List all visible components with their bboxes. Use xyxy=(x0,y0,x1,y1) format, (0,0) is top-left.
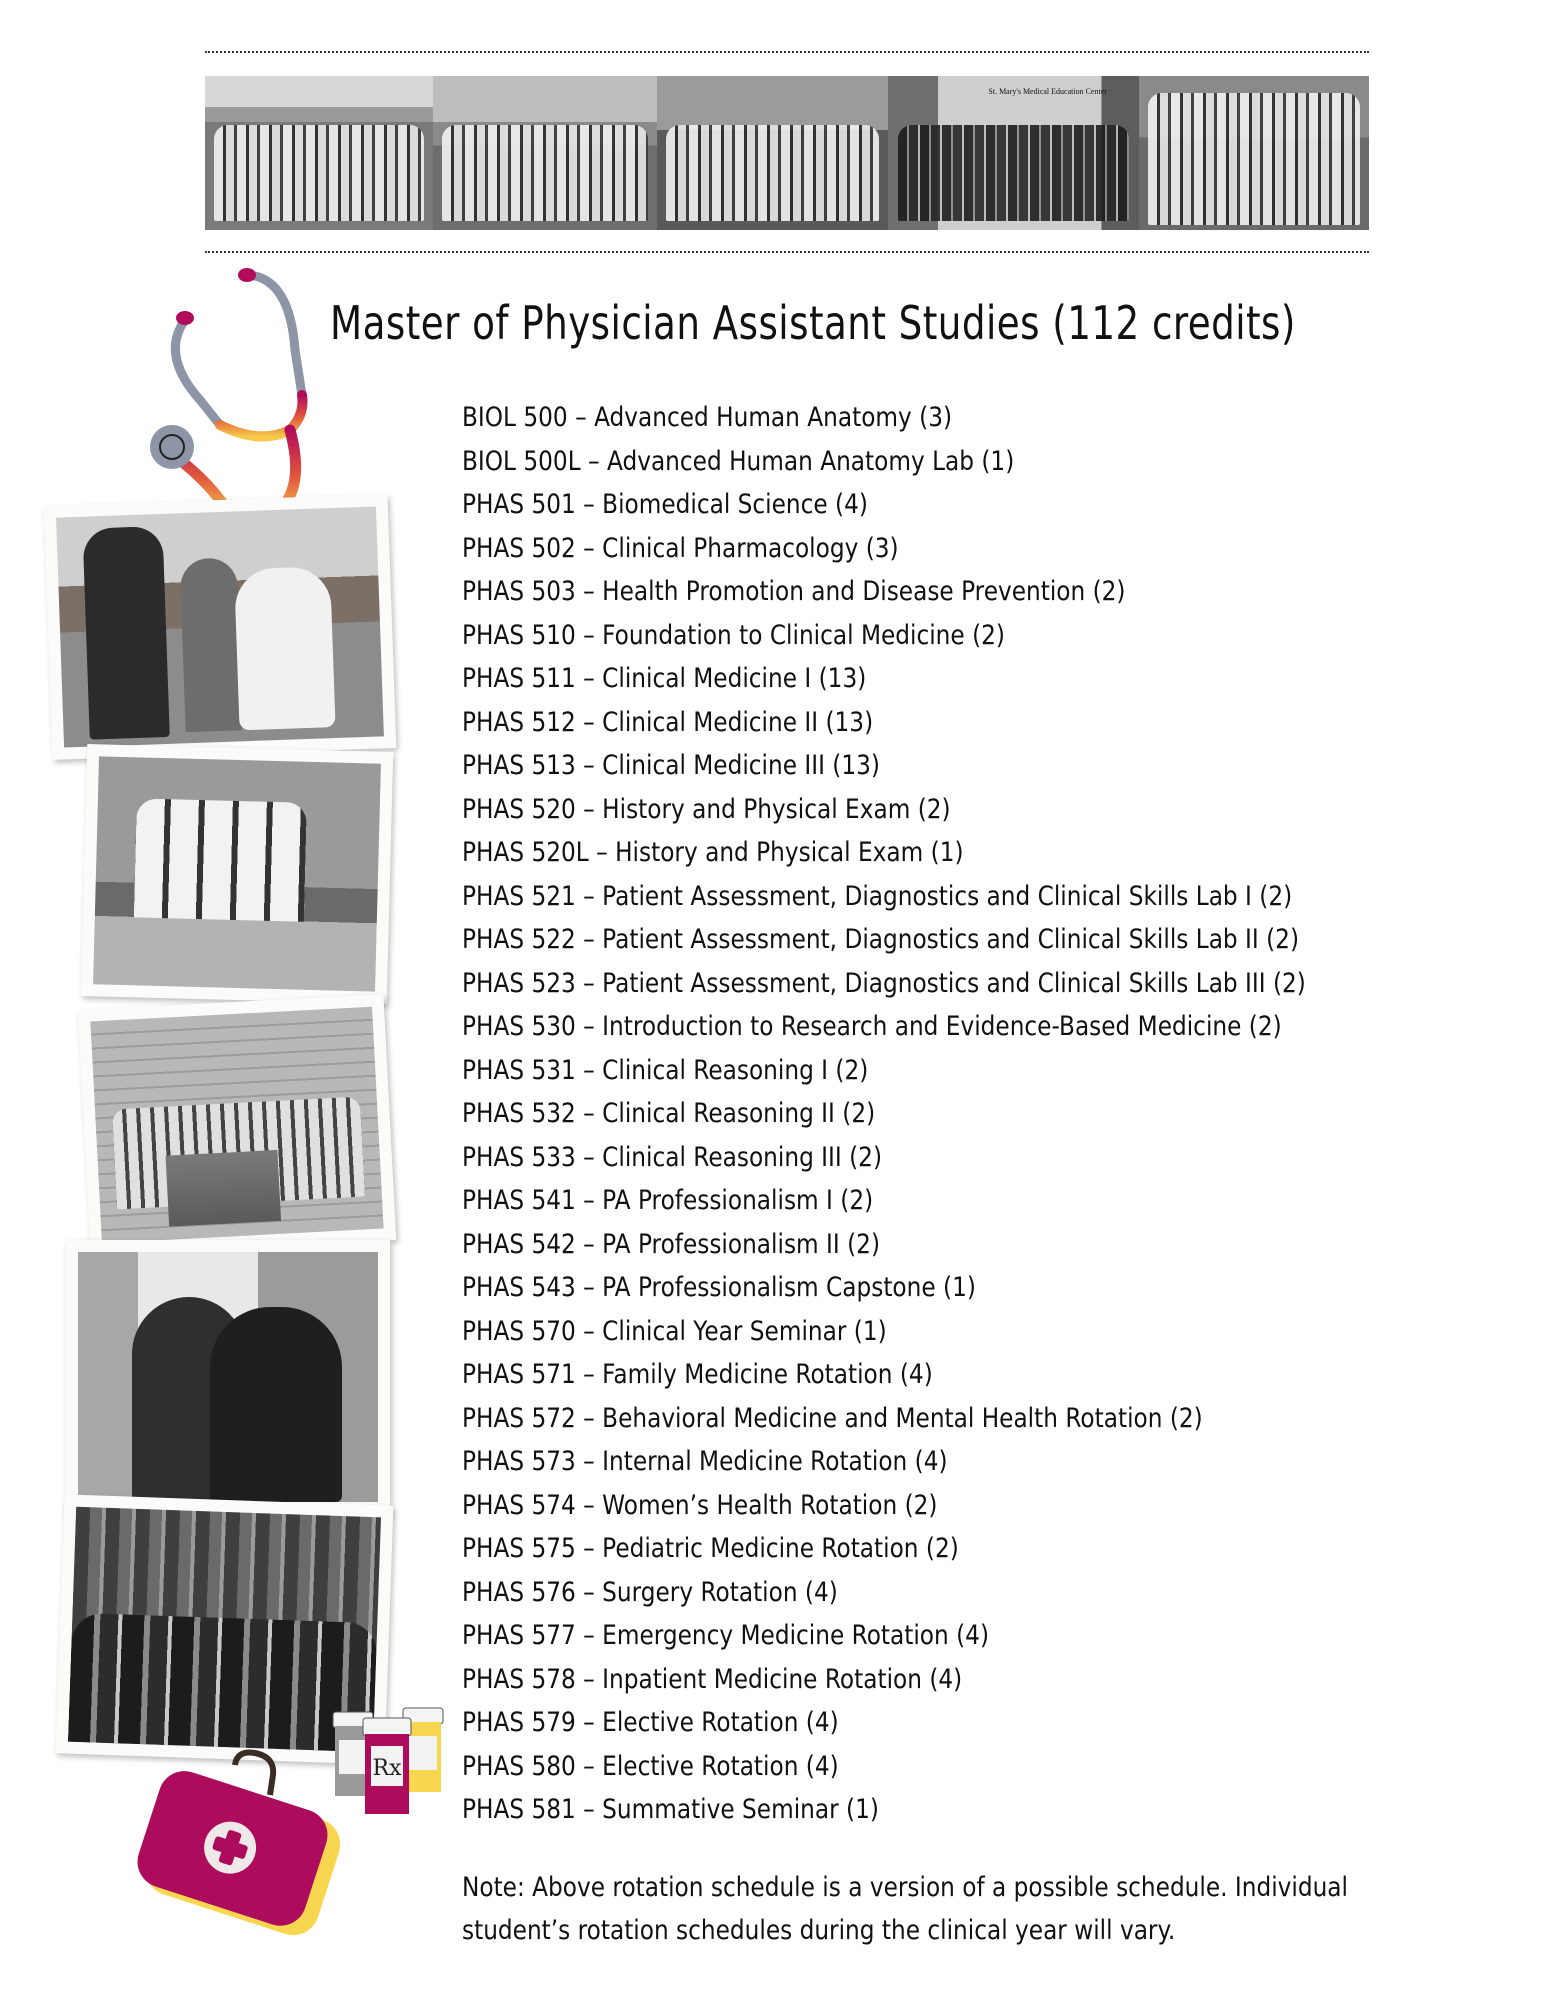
banner-photo-3 xyxy=(657,76,888,230)
course-list xyxy=(462,396,1443,1832)
course-item: BIOL 500L – Advanced Human Anatomy Lab (1) xyxy=(462,445,1015,477)
course-item: PHAS 510 – Foundation to Clinical Medicine (2) xyxy=(462,619,1005,651)
course-item: PHAS 521 – Patient Assessment, Diagnostics and Clinical Skills Lab I (2) xyxy=(462,880,1293,912)
course-item: PHAS 501 – Biomedical Science (4) xyxy=(462,489,868,520)
page-title: Master of Physician Assistant Studies (112 credits) xyxy=(330,296,1296,350)
side-photo-pride-flag xyxy=(78,994,396,1256)
course-item: BIOL 500 – Advanced Human Anatomy (3) xyxy=(462,402,953,433)
header-photo-banner xyxy=(205,76,1369,230)
course-item: PHAS 541 – PA Professionalism I (2) xyxy=(462,1185,874,1216)
course-item: PHAS 513 – Clinical Medicine III (13) xyxy=(462,750,880,781)
course-item: PHAS 530 – Introduction to Research and Evidence-Based Medicine (2) xyxy=(462,1011,1282,1042)
course-item: PHAS 576 – Surgery Rotation (4) xyxy=(462,1576,838,1608)
course-item: PHAS 520L – History and Physical Exam (1) xyxy=(462,837,964,868)
course-item: PHAS 533 – Clinical Reasoning III (2) xyxy=(462,1141,883,1173)
course-item: PHAS 578 – Inpatient Medicine Rotation (4) xyxy=(462,1663,963,1695)
banner-photo-1 xyxy=(205,76,433,230)
bottom-dotted-divider xyxy=(205,251,1369,253)
course-item: PHAS 532 – Clinical Reasoning II (2) xyxy=(462,1098,876,1129)
side-photo-kitchen xyxy=(81,744,393,1004)
side-photo-pinning xyxy=(44,494,397,760)
course-item: PHAS 522 – Patient Assessment, Diagnostics and Clinical Skills Lab II (2) xyxy=(462,924,1300,955)
banner-photo-2 xyxy=(433,76,657,230)
course-item: PHAS 579 – Elective Rotation (4) xyxy=(462,1707,839,1738)
banner-photo-4 xyxy=(888,76,1139,230)
course-item: PHAS 571 – Family Medicine Rotation (4) xyxy=(462,1359,933,1390)
course-item: PHAS 523 – Patient Assessment, Diagnostics and Clinical Skills Lab III (2) xyxy=(462,967,1306,999)
stethoscope-icon xyxy=(140,255,340,535)
banner-photo-5 xyxy=(1139,76,1369,230)
course-item: PHAS 572 – Behavioral Medicine and Mental Health Rotation (2) xyxy=(462,1402,1203,1434)
course-item: PHAS 574 – Women’s Health Rotation (2) xyxy=(462,1489,938,1521)
top-dotted-divider xyxy=(205,51,1369,53)
svg-text:Rx: Rx xyxy=(372,1756,402,1781)
course-item: PHAS 543 – PA Professionalism Capstone (1) xyxy=(462,1272,976,1303)
course-item: PHAS 580 – Elective Rotation (4) xyxy=(462,1750,839,1782)
medical-kit-icon xyxy=(125,1745,345,1960)
side-photo-otoscope-exam xyxy=(66,1240,390,1514)
course-item: PHAS 570 – Clinical Year Seminar (1) xyxy=(462,1315,887,1347)
course-item: PHAS 575 – Pediatric Medicine Rotation (2) xyxy=(462,1533,959,1564)
course-item: PHAS 577 – Emergency Medicine Rotation (4) xyxy=(462,1620,990,1651)
course-item: PHAS 573 – Internal Medicine Rotation (4) xyxy=(462,1446,948,1477)
course-item: PHAS 503 – Health Promotion and Disease Prevention (2) xyxy=(462,576,1126,607)
course-item: PHAS 542 – PA Professionalism II (2) xyxy=(462,1228,881,1260)
schedule-note: Note: Above rotation schedule is a version of a possible schedule. Individual student’s rotation schedules during the clinical year will vary. xyxy=(462,1872,1348,1946)
course-item: PHAS 520 – History and Physical Exam (2) xyxy=(462,793,951,825)
course-item: PHAS 531 – Clinical Reasoning I (2) xyxy=(462,1054,869,1086)
course-item: PHAS 502 – Clinical Pharmacology (3) xyxy=(462,532,899,564)
building-sign: St. Mary's Medical Education Center xyxy=(988,87,1107,97)
course-item: PHAS 581 – Summative Seminar (1) xyxy=(462,1794,879,1825)
course-item: PHAS 511 – Clinical Medicine I (13) xyxy=(462,663,867,694)
course-item: PHAS 512 – Clinical Medicine II (13) xyxy=(462,706,874,738)
